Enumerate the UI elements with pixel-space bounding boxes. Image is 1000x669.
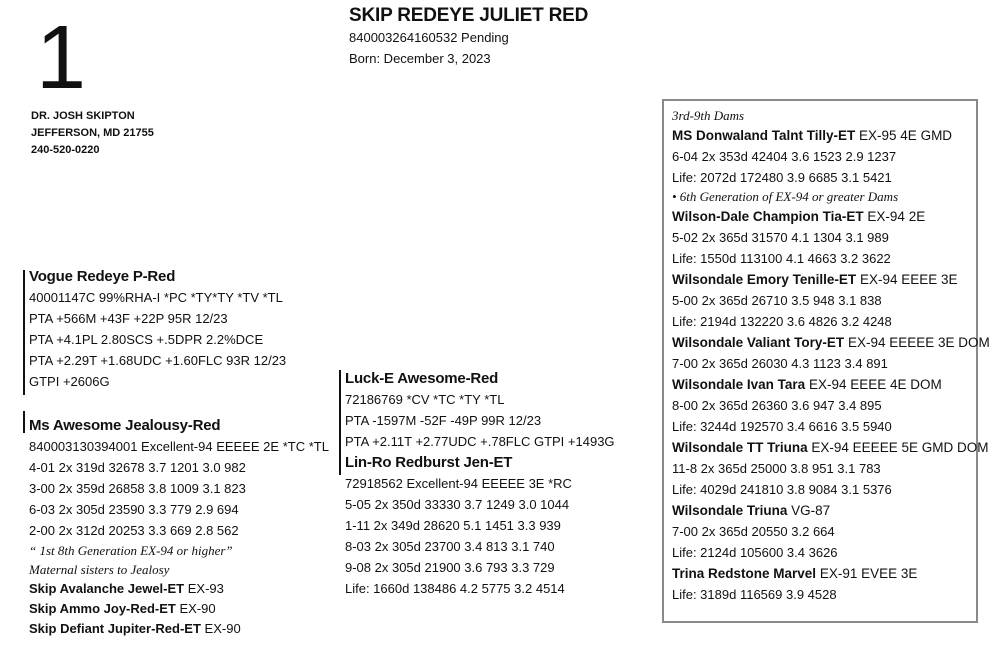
granddam-line: Life: 1660d 138486 4.2 5775 3.2 4514 [345,581,565,596]
sire-line: PTA +566M +43F +22P 95R 12/23 [29,311,228,326]
dam-classification: EX-91 EVEE 3E [819,566,918,581]
granddam-line: 1-11 2x 349d 28620 5.1 1451 3.3 939 [345,518,561,533]
ancestor-dam-name [672,206,968,227]
dam-line: 6-03 2x 305d 23590 3.3 779 2.9 694 [29,502,239,517]
dam-record: 6-04 2x 353d 42404 3.6 1523 2.9 1237 [672,149,897,164]
animal-header [349,5,588,69]
sister-name: Skip Ammo Joy-Red-ET [29,601,176,616]
grandsire-name: Luck-E Awesome-Red [345,370,499,387]
dam-record: Life: 3244d 192570 3.4 6616 3.5 5940 [672,419,892,434]
ancestor-dam-name [672,269,968,290]
animal-born: Born: December 3, 2023 [349,51,491,66]
dam-block [23,415,329,639]
grandsire-line: PTA +2.11T +2.77UDC +.78FLC GTPI +1493G [345,434,615,449]
dam-classification: EX-94 EEEE 3E [859,272,958,287]
dam-bracket [23,411,25,433]
grandsire-bracket [339,370,341,475]
dam-record: Life: 2072d 172480 3.9 6685 3.1 5421 [672,170,892,185]
ancestor-dam-name [672,374,968,395]
sire-line: PTA +2.29T +1.68UDC +1.60FLC 93R 12/23 [29,353,287,368]
dam-line: 2-00 2x 312d 20253 3.3 669 2.8 562 [29,523,239,538]
lot-number: 1 [36,8,85,108]
animal-id: 840003264160532 Pending [349,30,509,45]
granddam-line: 9-08 2x 305d 21900 3.6 793 3.3 729 [345,560,555,575]
dam-record: 5-00 2x 365d 26710 3.5 948 3.1 838 [672,293,882,308]
dam-note: Maternal sisters to Jealosy [29,562,170,577]
sister-entry [29,619,329,639]
dam-record: 5-02 2x 365d 31570 4.1 1304 3.1 989 [672,230,889,245]
dam-title: Wilson-Dale Champion Tia-ET [672,209,864,224]
granddam-name: Lin-Ro Redburst Jen-ET [345,454,513,471]
dam-line: 840003130394001 Excellent-94 EEEEE 2E *TC *TL [29,439,329,454]
dam-note: “ 1st 8th Generation EX-94 or higher” [29,543,233,558]
ancestor-dam-name [672,500,968,521]
dam-record: Life: 3189d 116569 3.9 4528 [672,587,837,602]
consignor-phone: 240-520-0220 [31,144,100,156]
dam-classification: EX-95 4E GMD [859,128,953,143]
consignor-city: JEFFERSON, MD 21755 [31,127,154,139]
dam-name: Ms Awesome Jealousy-Red [29,417,221,434]
sister-entry [29,579,329,599]
sire-line: GTPI +2606G [29,374,110,389]
sister-classification: EX-90 [179,601,216,616]
extended-dams-box [662,99,990,623]
ancestor-dam-name [672,563,968,584]
dams-heading: 3rd-9th Dams [672,108,745,123]
dam-title: Wilsondale Valiant Tory-ET [672,335,845,350]
sister-classification: EX-90 [204,621,241,636]
sire-line: PTA +4.1PL 2.80SCS +.5DPR 2.2%DCE [29,332,264,347]
granddam-line: 72918562 Excellent-94 EEEEE 3E *RC [345,476,572,491]
grandsire-line: 72186769 *CV *TC *TY *TL [345,392,505,407]
dam-title: Wilsondale TT Triuna [672,440,808,455]
ancestor-dam-name [672,125,968,146]
dam-record: 11-8 2x 365d 25000 3.8 951 3.1 783 [672,461,881,476]
sister-classification: EX-93 [187,581,224,596]
dam-classification: EX-94 EEEEE 3E DOM [847,335,990,350]
dam-record: 8-00 2x 365d 26360 3.6 947 3.4 895 [672,398,882,413]
sister-name: Skip Defiant Jupiter-Red-ET [29,621,201,636]
granddam-line: 5-05 2x 350d 33330 3.7 1249 3.0 1044 [345,497,570,512]
dam-line: 4-01 2x 319d 32678 3.7 1201 3.0 982 [29,460,246,475]
sire-line: 40001147C 99%RHA-I *PC *TY*TY *TV *TL [29,290,283,305]
dam-title: Wilsondale Ivan Tara [672,377,806,392]
dam-classification: EX-94 EEEE 4E DOM [808,377,942,392]
dam-record: Life: 1550d 113100 4.1 4663 3.2 3622 [672,251,891,266]
dam-title: Wilsondale Emory Tenille-ET [672,272,857,287]
dam-classification: VG-87 [791,503,831,518]
dam-record: 7-00 2x 365d 26030 4.3 1123 3.4 891 [672,356,888,371]
grandsire-block [339,368,615,599]
ancestor-dam-name [672,437,989,458]
sister-name: Skip Avalanche Jewel-ET [29,581,185,596]
dam-classification: EX-94 EEEEE 5E GMD DOM [811,440,989,455]
sire-name: Vogue Redeye P-Red [29,268,176,285]
dam-title: MS Donwaland Talnt Tilly-ET [672,128,856,143]
animal-name: SKIP REDEYE JULIET RED [349,5,589,26]
consignor-name: DR. JOSH SKIPTON [31,110,135,122]
grandsire-line: PTA -1597M -52F -49P 99R 12/23 [345,413,542,428]
dam-title: Trina Redstone Marvel [672,566,817,581]
granddam-line: 8-03 2x 305d 23700 3.4 813 3.1 740 [345,539,555,554]
generation-note: • 6th Generation of EX-94 or greater Dams [672,189,899,204]
consignor-info [31,108,154,159]
sire-block [23,266,286,392]
dam-record: Life: 2124d 105600 3.4 3626 [672,545,838,560]
dam-line: 3-00 2x 359d 26858 3.8 1009 3.1 823 [29,481,246,496]
ancestor-dam-name [672,332,990,353]
dam-record: 7-00 2x 365d 20550 3.2 664 [672,524,835,539]
dam-classification: EX-94 2E [867,209,926,224]
dam-record: Life: 2194d 132220 3.6 4826 3.2 4248 [672,314,892,329]
sire-bracket [23,270,25,395]
dam-title: Wilsondale Triuna [672,503,788,518]
sister-entry [29,599,329,619]
dam-record: Life: 4029d 241810 3.8 9084 3.1 5376 [672,482,892,497]
